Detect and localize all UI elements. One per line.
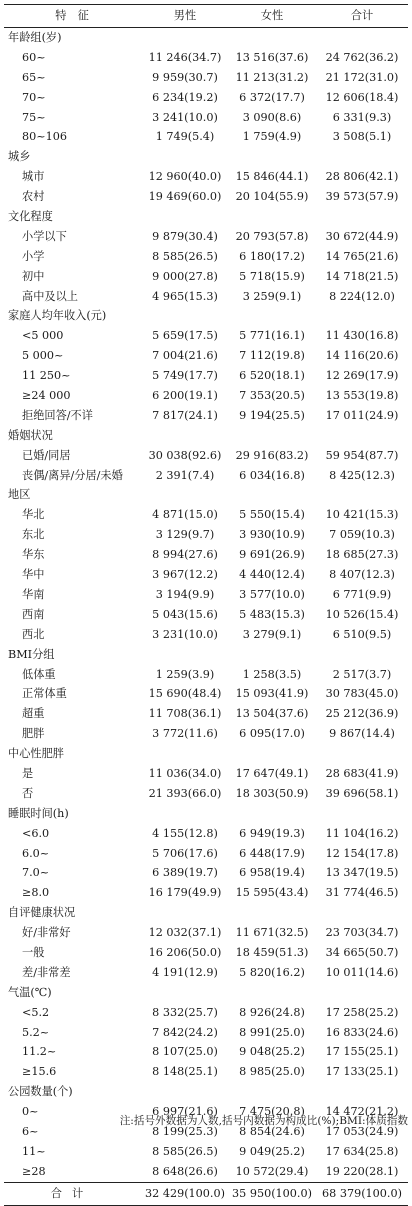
cell-male: 8 994(27.6) <box>152 548 218 562</box>
cell-total: 12 269(17.9) <box>325 369 399 383</box>
row-label: 6.0~ <box>22 846 50 860</box>
cell-total: 9 867(14.4) <box>329 727 395 741</box>
cell-total: 59 954(87.7) <box>325 448 399 462</box>
table-row <box>4 108 408 128</box>
cell-female: 5 550(15.4) <box>239 508 305 522</box>
cell-total: 14 765(21.6) <box>325 249 399 263</box>
cell-female: 9 194(25.5) <box>239 408 305 422</box>
cell-total: 23 703(34.7) <box>325 926 399 940</box>
table-row <box>4 406 408 426</box>
cell-male: 3 129(9.7) <box>155 528 215 542</box>
cell-male: 6 997(21.6) <box>152 1105 218 1119</box>
table-row <box>4 923 408 943</box>
group-header-row <box>4 485 408 505</box>
table-row <box>4 844 408 864</box>
row-label: 肥胖 <box>22 727 45 741</box>
table-row <box>4 167 408 187</box>
cell-female: 6 448(17.9) <box>239 846 305 860</box>
cell-male: 1 749(5.4) <box>155 130 215 144</box>
table-row <box>4 704 408 724</box>
row-label: 初中 <box>22 269 45 283</box>
cell-male: 21 393(66.0) <box>148 786 222 800</box>
cell-total: 17 133(25.1) <box>325 1065 399 1079</box>
table-row <box>4 127 408 147</box>
cell-male: 3 241(10.0) <box>152 110 218 124</box>
table-row <box>4 684 408 704</box>
row-label: 小学 <box>22 249 45 263</box>
cell-male: 1 259(3.9) <box>155 667 215 681</box>
cell-total: 10 421(15.3) <box>325 508 399 522</box>
cell-male: 7 842(24.2) <box>152 1025 218 1039</box>
group-label: 公园数量(个) <box>8 1085 73 1099</box>
cell-female: 3 930(10.9) <box>239 528 305 542</box>
cell-male: 8 107(25.0) <box>152 1045 218 1059</box>
cell-male: 12 032(37.1) <box>148 926 222 940</box>
cell-female: 8 985(25.0) <box>239 1065 305 1079</box>
cell-total: 8 407(12.3) <box>329 568 395 582</box>
cell-total: 13 347(19.5) <box>325 866 399 880</box>
group-header-row <box>4 903 408 923</box>
table-row <box>4 466 408 486</box>
cell-male: 11 708(36.1) <box>148 707 222 721</box>
group-label: 家庭人均年收入(元) <box>8 309 107 323</box>
group-label: 文化程度 <box>8 210 53 224</box>
row-label: 差/非常差 <box>22 965 71 979</box>
row-label: 一般 <box>22 945 45 959</box>
table-row <box>4 943 408 963</box>
table-total-row <box>4 1182 408 1206</box>
cell-female: 3 090(8.6) <box>242 110 302 124</box>
cell-total: 17 011(24.9) <box>325 408 399 422</box>
cell-total: 31 774(46.5) <box>325 886 399 900</box>
header-male: 男性 <box>173 9 197 22</box>
cell-female: 9 048(25.2) <box>239 1045 305 1059</box>
cell-male: 8 332(25.7) <box>152 1005 218 1019</box>
cell-male: 8 148(25.1) <box>152 1065 218 1079</box>
cell-female: 9 691(26.9) <box>239 548 305 562</box>
table-row <box>4 287 408 307</box>
table-row <box>4 267 408 287</box>
group-header-row <box>4 645 408 665</box>
row-label: 7.0~ <box>22 866 50 880</box>
cell-total: 14 116(20.6) <box>325 349 399 363</box>
table-row <box>4 565 408 585</box>
row-label: 拒绝回答/不详 <box>22 408 93 422</box>
cell-male: 3 772(11.6) <box>152 727 218 741</box>
cell-female: 3 259(9.1) <box>242 289 302 303</box>
table-row <box>4 68 408 88</box>
table-row <box>4 863 408 883</box>
cell-total: 16 833(24.6) <box>325 1025 399 1039</box>
cell-male: 16 179(49.9) <box>148 886 222 900</box>
cell-total: 3 508(5.1) <box>332 130 392 144</box>
cell-male: 11 036(34.0) <box>148 766 222 780</box>
cell-female: 6 034(16.8) <box>239 468 305 482</box>
cell-total: 12 606(18.4) <box>325 90 399 104</box>
cell-female: 7 475(20.8) <box>239 1105 305 1119</box>
cell-male: 3 231(10.0) <box>152 627 218 641</box>
cell-male: 5 659(17.5) <box>152 329 218 343</box>
group-label: 城乡 <box>8 150 31 164</box>
cell-male: 9 879(30.4) <box>152 229 218 243</box>
cell-female: 17 647(49.1) <box>235 766 309 780</box>
table-note: 注:括号外数据为人数,括号内数据为构成比(%);BMI:体质指数 <box>119 1115 408 1127</box>
group-label: 婚姻状况 <box>8 428 53 442</box>
cell-total: 21 172(31.0) <box>325 70 399 84</box>
row-label: <5 000 <box>22 329 64 343</box>
cell-female: 6 180(17.2) <box>239 249 305 263</box>
row-label: 否 <box>22 786 34 800</box>
cell-total: 12 154(17.8) <box>325 846 399 860</box>
group-header-row <box>4 207 408 227</box>
cell-total: 28 806(42.1) <box>325 170 399 184</box>
cell-male: 6 389(19.7) <box>152 866 218 880</box>
cell-female: 13 516(37.6) <box>235 50 309 64</box>
total-label: 合计 <box>50 1186 94 1200</box>
cell-total: 24 762(36.2) <box>325 50 399 64</box>
group-header-row <box>4 147 408 167</box>
cell-female: 15 595(43.4) <box>235 886 309 900</box>
row-label: 0~ <box>22 1105 39 1119</box>
cell-female: 3 279(9.1) <box>242 627 302 641</box>
cell-total: 28 683(41.9) <box>325 766 399 780</box>
cell-total: 10 011(14.6) <box>325 965 399 979</box>
cell-female: 18 459(51.3) <box>235 945 309 959</box>
header-characteristic: 特 征 <box>55 9 89 22</box>
row-label: 丧偶/离异/分居/未婚 <box>22 468 123 482</box>
row-label: 好/非常好 <box>22 926 71 940</box>
table-row <box>4 665 408 685</box>
table-row <box>4 366 408 386</box>
row-label: 11~ <box>22 1144 46 1158</box>
cell-total: 14 472(21.2) <box>325 1105 399 1119</box>
cell-female: 5 483(15.3) <box>239 607 305 621</box>
table-row <box>4 1162 408 1182</box>
cell-total: 8 224(12.0) <box>329 289 395 303</box>
cell-male: 6 200(19.1) <box>152 389 218 403</box>
table-row <box>4 505 408 525</box>
cell-female: 6 949(19.3) <box>239 826 305 840</box>
data-table <box>4 4 408 1206</box>
cell-total: 13 553(19.8) <box>325 389 399 403</box>
cell-female: 5 771(16.1) <box>239 329 305 343</box>
row-label: <5.2 <box>22 1005 50 1019</box>
table-row <box>4 585 408 605</box>
table-row <box>4 1003 408 1023</box>
row-label: <6.0 <box>22 826 50 840</box>
cell-total: 17 155(25.1) <box>325 1045 399 1059</box>
header-total: 合计 <box>350 9 374 22</box>
group-header-row <box>4 983 408 1003</box>
group-label: BMI分组 <box>8 647 55 661</box>
cell-female: 5 718(15.9) <box>239 269 305 283</box>
cell-male: 3 194(9.9) <box>155 587 215 601</box>
cell-female: 10 572(29.4) <box>235 1164 309 1178</box>
cell-total: 2 517(3.7) <box>332 667 392 681</box>
cell-total: 17 053(24.9) <box>325 1124 399 1138</box>
group-header-row <box>4 28 408 48</box>
cell-female: 1 759(4.9) <box>242 130 302 144</box>
table-row <box>4 545 408 565</box>
cell-total: 17 634(25.8) <box>325 1144 399 1158</box>
cell-total: 10 526(15.4) <box>325 607 399 621</box>
cell-male: 9 959(30.7) <box>152 70 218 84</box>
cell-female: 6 520(18.1) <box>239 369 305 383</box>
table-row <box>4 386 408 406</box>
cell-male: 8 648(26.6) <box>152 1164 218 1178</box>
cell-female: 6 372(17.7) <box>239 90 305 104</box>
row-label: 城市 <box>22 170 45 184</box>
table-row <box>4 346 408 366</box>
cell-male: 4 191(12.9) <box>152 965 218 979</box>
cell-total: 11 430(16.8) <box>325 329 399 343</box>
cell-male: 12 960(40.0) <box>148 170 222 184</box>
row-label: 华南 <box>22 587 45 601</box>
row-label: 65~ <box>22 70 46 84</box>
cell-male: 5 706(17.6) <box>152 846 218 860</box>
table-row <box>4 326 408 346</box>
group-label: 气温(℃) <box>8 985 52 999</box>
row-label: ≥8.0 <box>22 886 50 900</box>
table-body <box>4 28 408 1182</box>
cell-total: 19 220(28.1) <box>325 1164 399 1178</box>
cell-male: 7 004(21.6) <box>152 349 218 363</box>
cell-male: 3 967(12.2) <box>152 568 218 582</box>
total-all: 68 379(100.0) <box>322 1186 402 1200</box>
table-row <box>4 247 408 267</box>
group-header-row <box>4 1082 408 1102</box>
cell-female: 8 926(24.8) <box>239 1005 305 1019</box>
row-label: 农村 <box>22 190 45 204</box>
table-header-row <box>4 4 408 28</box>
group-label: 自评健康状况 <box>8 906 76 920</box>
table-row <box>4 525 408 545</box>
cell-total: 11 104(16.2) <box>325 826 399 840</box>
row-label: 75~ <box>22 110 46 124</box>
row-label: 70~ <box>22 90 46 104</box>
row-label: 西南 <box>22 607 45 621</box>
cell-female: 6 958(19.4) <box>239 866 305 880</box>
row-label: ≥15.6 <box>22 1065 57 1079</box>
cell-male: 6 234(19.2) <box>152 90 218 104</box>
cell-total: 14 718(21.5) <box>325 269 399 283</box>
table-row <box>4 724 408 744</box>
row-label: 西北 <box>22 627 45 641</box>
table-row <box>4 625 408 645</box>
row-label: 小学以下 <box>22 229 67 243</box>
cell-male: 8 199(25.3) <box>152 1124 218 1138</box>
cell-female: 6 095(17.0) <box>239 727 305 741</box>
cell-male: 7 817(24.1) <box>152 408 218 422</box>
cell-male: 16 206(50.0) <box>148 945 222 959</box>
row-label: 5 000~ <box>22 349 64 363</box>
group-label: 年龄组(岁) <box>8 31 62 44</box>
cell-total: 18 685(27.3) <box>325 548 399 562</box>
cell-female: 1 258(3.5) <box>242 667 302 681</box>
cell-male: 4 155(12.8) <box>152 826 218 840</box>
row-label: 东北 <box>22 528 45 542</box>
cell-total: 7 059(10.3) <box>329 528 395 542</box>
cell-male: 8 585(26.5) <box>152 1144 218 1158</box>
group-label: 睡眠时间(h) <box>8 806 69 820</box>
row-label: 华东 <box>22 548 45 562</box>
group-header-row <box>4 804 408 824</box>
cell-female: 15 846(44.1) <box>235 170 309 184</box>
table-row <box>4 963 408 983</box>
cell-female: 3 577(10.0) <box>239 587 305 601</box>
cell-male: 4 965(15.3) <box>152 289 218 303</box>
total-male: 32 429(100.0) <box>145 1186 225 1200</box>
row-label: 已婚/同居 <box>22 448 71 462</box>
row-label: 超重 <box>22 707 45 721</box>
cell-female: 15 093(41.9) <box>235 687 309 701</box>
row-label: ≥24 000 <box>22 389 71 403</box>
cell-total: 17 258(25.2) <box>325 1005 399 1019</box>
group-header-row <box>4 426 408 446</box>
cell-total: 6 510(9.5) <box>332 627 392 641</box>
row-label: 高中及以上 <box>22 289 78 303</box>
cell-male: 19 469(60.0) <box>148 190 222 204</box>
header-female: 女性 <box>260 9 284 22</box>
cell-male: 5 749(17.7) <box>152 369 218 383</box>
cell-female: 18 303(50.9) <box>235 786 309 800</box>
cell-total: 30 672(44.9) <box>325 229 399 243</box>
cell-total: 6 331(9.3) <box>332 110 392 124</box>
group-label: 中心性肥胖 <box>8 747 64 761</box>
row-label: 11 250~ <box>22 369 71 383</box>
cell-male: 5 043(15.6) <box>152 607 218 621</box>
cell-female: 29 916(83.2) <box>235 448 309 462</box>
table-row <box>4 187 408 207</box>
cell-female: 5 820(16.2) <box>239 965 305 979</box>
table-row <box>4 1062 408 1082</box>
cell-female: 13 504(37.6) <box>235 707 309 721</box>
table-row <box>4 88 408 108</box>
cell-male: 30 038(92.6) <box>148 448 222 462</box>
cell-female: 9 049(25.2) <box>239 1144 305 1158</box>
cell-total: 39 696(58.1) <box>325 786 399 800</box>
row-label: 80~106 <box>22 130 67 144</box>
row-label: ≥28 <box>22 1164 46 1178</box>
cell-female: 11 213(31.2) <box>235 70 309 84</box>
cell-total: 39 573(57.9) <box>325 190 399 204</box>
cell-female: 7 353(20.5) <box>239 389 305 403</box>
cell-female: 11 671(32.5) <box>235 926 309 940</box>
table-row <box>4 764 408 784</box>
row-label: 低体重 <box>22 667 56 681</box>
row-label: 6~ <box>22 1124 39 1138</box>
cell-total: 34 665(50.7) <box>325 945 399 959</box>
table-row <box>4 1042 408 1062</box>
cell-male: 11 246(34.7) <box>148 50 222 64</box>
group-label: 地区 <box>8 488 31 502</box>
row-label: 华北 <box>22 508 45 522</box>
total-female: 35 950(100.0) <box>232 1186 312 1200</box>
table-row <box>4 824 408 844</box>
cell-female: 7 112(19.8) <box>239 349 305 363</box>
table-row <box>4 48 408 68</box>
cell-male: 9 000(27.8) <box>152 269 218 283</box>
cell-male: 2 391(7.4) <box>155 468 215 482</box>
cell-male: 4 871(15.0) <box>152 508 218 522</box>
cell-total: 8 425(12.3) <box>329 468 395 482</box>
cell-total: 25 212(36.9) <box>325 707 399 721</box>
cell-total: 6 771(9.9) <box>332 587 392 601</box>
table-row <box>4 883 408 903</box>
row-label: 11.2~ <box>22 1045 57 1059</box>
cell-female: 4 440(12.4) <box>239 568 305 582</box>
cell-male: 8 585(26.5) <box>152 249 218 263</box>
group-header-row <box>4 306 408 326</box>
row-label: 正常体重 <box>22 687 67 701</box>
table-row <box>4 784 408 804</box>
cell-female: 8 991(25.0) <box>239 1025 305 1039</box>
cell-total: 30 783(45.0) <box>325 687 399 701</box>
row-label: 是 <box>22 766 34 780</box>
table-row <box>4 1142 408 1162</box>
row-label: 华中 <box>22 568 45 582</box>
cell-male: 15 690(48.4) <box>148 687 222 701</box>
cell-female: 20 793(57.8) <box>235 229 309 243</box>
row-label: 60~ <box>22 50 46 64</box>
row-label: 5.2~ <box>22 1025 50 1039</box>
group-header-row <box>4 744 408 764</box>
table-row <box>4 446 408 466</box>
table-row <box>4 605 408 625</box>
cell-female: 20 104(55.9) <box>235 190 309 204</box>
table-row <box>4 227 408 247</box>
table-row <box>4 1023 408 1043</box>
cell-female: 8 854(24.6) <box>239 1124 305 1138</box>
